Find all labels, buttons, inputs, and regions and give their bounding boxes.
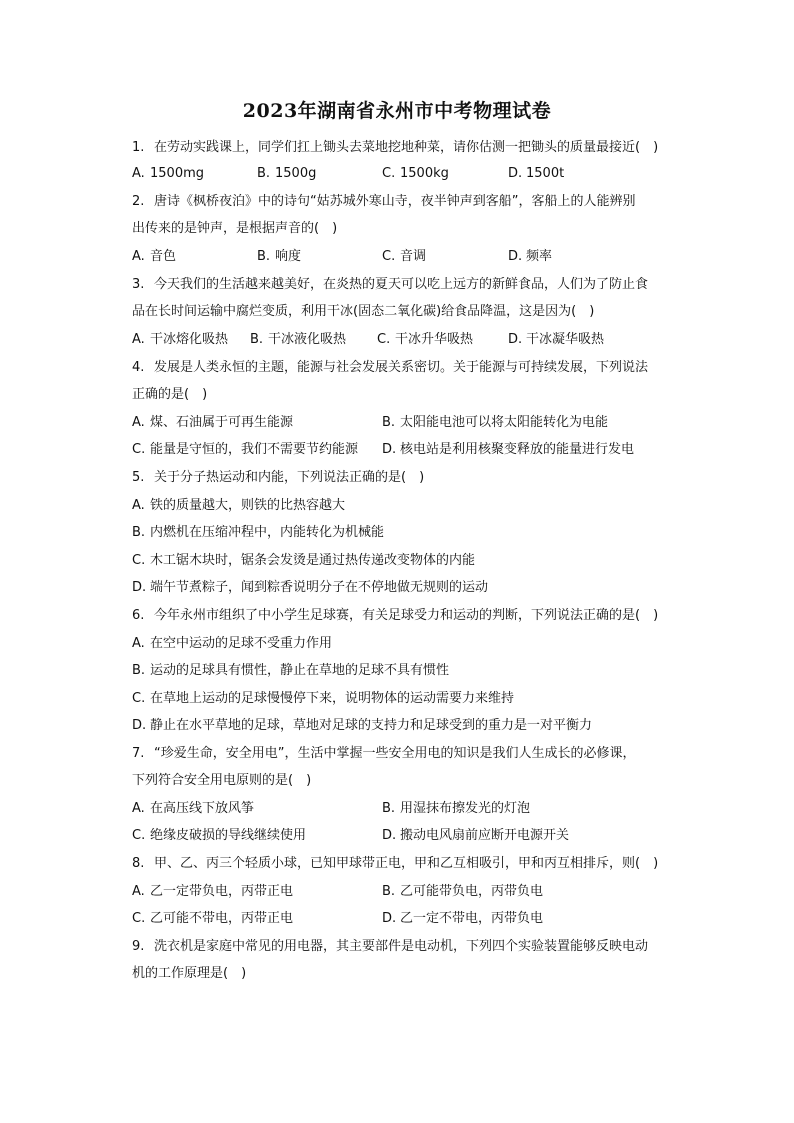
question-4-line-1: 4. 发展是人类永恒的主题，能源与社会发展关系密切。关于能源与可持续发展，下列说法 (132, 360, 649, 375)
q2-option-d: D. 频率 (508, 249, 553, 264)
q2-option-b: B. 响度 (257, 249, 302, 264)
q3-option-c: C. 干冰升华吸热 (377, 332, 474, 347)
q3-option-a: A. 干冰熔化吸热 (132, 332, 229, 347)
q2-option-c: C. 音调 (382, 249, 427, 264)
q6-option-a: A. 在空中运动的足球不受重力作用 (132, 636, 333, 651)
q7-option-c: C. 绝缘皮破损的导线继续使用 (132, 828, 307, 843)
question-7-line-2: 下列符合安全用电原则的是( ) (132, 773, 312, 788)
q2-option-a: A. 音色 (132, 249, 177, 264)
question-3-line-2: 品在长时间运输中腐烂变质，利用干冰(固态二氧化碳)给食品降温，这是因为( ) (132, 304, 595, 319)
q4-option-b: B. 太阳能电池可以将太阳能转化为电能 (382, 415, 609, 430)
question-6-line-1: 6. 今年永州市组织了中小学生足球赛，有关足球受力和运动的判断，下列说法正确的是( ) (132, 608, 659, 623)
question-1-line-1: 1. 在劳动实践课上，同学们扛上锄头去菜地挖地种菜，请你估测一把锄头的质量最接近( ) (132, 140, 659, 155)
q6-option-b: B. 运动的足球具有惯性，静止在草地的足球不具有惯性 (132, 663, 450, 678)
q1-option-a: A. 1500mg (132, 166, 204, 181)
q3-option-b: B. 干冰液化吸热 (250, 332, 347, 347)
q5-option-b: B. 内燃机在压缩冲程中，内能转化为机械能 (132, 525, 385, 540)
question-9-line-1: 9. 洗衣机是家庭中常见的用电器，其主要部件是电动机，下列四个实验装置能够反映电动 (132, 939, 649, 954)
q4-option-d: D. 核电站是利用核聚变释放的能量进行发电 (382, 442, 635, 457)
question-8-line-1: 8. 甲、乙、丙三个轻质小球，已知甲球带正电，甲和乙互相吸引，甲和丙互相排斥，则( ) (132, 856, 659, 871)
q7-option-b: B. 用湿抹布擦发光的灯泡 (382, 801, 531, 816)
page-title: 2023年湖南省永州市中考物理试卷 (242, 100, 552, 122)
q5-option-d: D. 端午节煮粽子，闻到粽香说明分子在不停地做无规则的运动 (132, 580, 489, 595)
q6-option-c: C. 在草地上运动的足球慢慢停下来，说明物体的运动需要力来维持 (132, 691, 515, 706)
q7-option-a: A. 在高压线下放风筝 (132, 801, 255, 816)
q3-option-d: D. 干冰凝华吸热 (508, 332, 605, 347)
q5-option-a: A. 铁的质量越大，则铁的比热容越大 (132, 498, 346, 513)
q7-option-d: D. 搬动电风扇前应断开电源开关 (382, 828, 570, 843)
q5-option-c: C. 木工锯木块时，锯条会发烫是通过热传递改变物体的内能 (132, 553, 476, 568)
question-3-line-1: 3. 今天我们的生活越来越美好，在炎热的夏天可以吃上远方的新鲜食品，人们为了防止食 (132, 277, 649, 292)
question-9-line-2: 机的工作原理是( ) (132, 966, 247, 981)
question-2-line-1: 2. 唐诗《枫桥夜泊》中的诗句“姑苏城外寒山寺，夜半钟声到客船”，客船上的人能辨别 (132, 194, 636, 209)
q1-option-b: B. 1500g (257, 166, 317, 181)
q8-option-a: A. 乙一定带负电，丙带正电 (132, 884, 294, 899)
q1-option-c: C. 1500kg (382, 166, 449, 181)
q1-option-d: D. 1500t (508, 166, 565, 181)
question-5-line-1: 5. 关于分子热运动和内能，下列说法正确的是( ) (132, 470, 425, 485)
q8-option-c: C. 乙可能不带电，丙带正电 (132, 911, 294, 926)
q4-option-c: C. 能量是守恒的，我们不需要节约能源 (132, 442, 359, 457)
q4-option-a: A. 煤、石油属于可再生能源 (132, 415, 294, 430)
q8-option-d: D. 乙一定不带电，丙带负电 (382, 911, 544, 926)
question-4-line-2: 正确的是( ) (132, 387, 208, 402)
question-2-line-2: 出传来的是钟声，是根据声音的( ) (132, 221, 338, 236)
question-7-line-1: 7. “珍爱生命，安全用电”，生活中掌握一些安全用电的知识是我们人生成长的必修课， (132, 746, 636, 761)
question-number: 1. (132, 140, 145, 155)
q6-option-d: D. 静止在水平草地的足球，草地对足球的支持力和足球受到的重力是一对平衡力 (132, 718, 593, 733)
q8-option-b: B. 乙可能带负电，丙带负电 (382, 884, 544, 899)
